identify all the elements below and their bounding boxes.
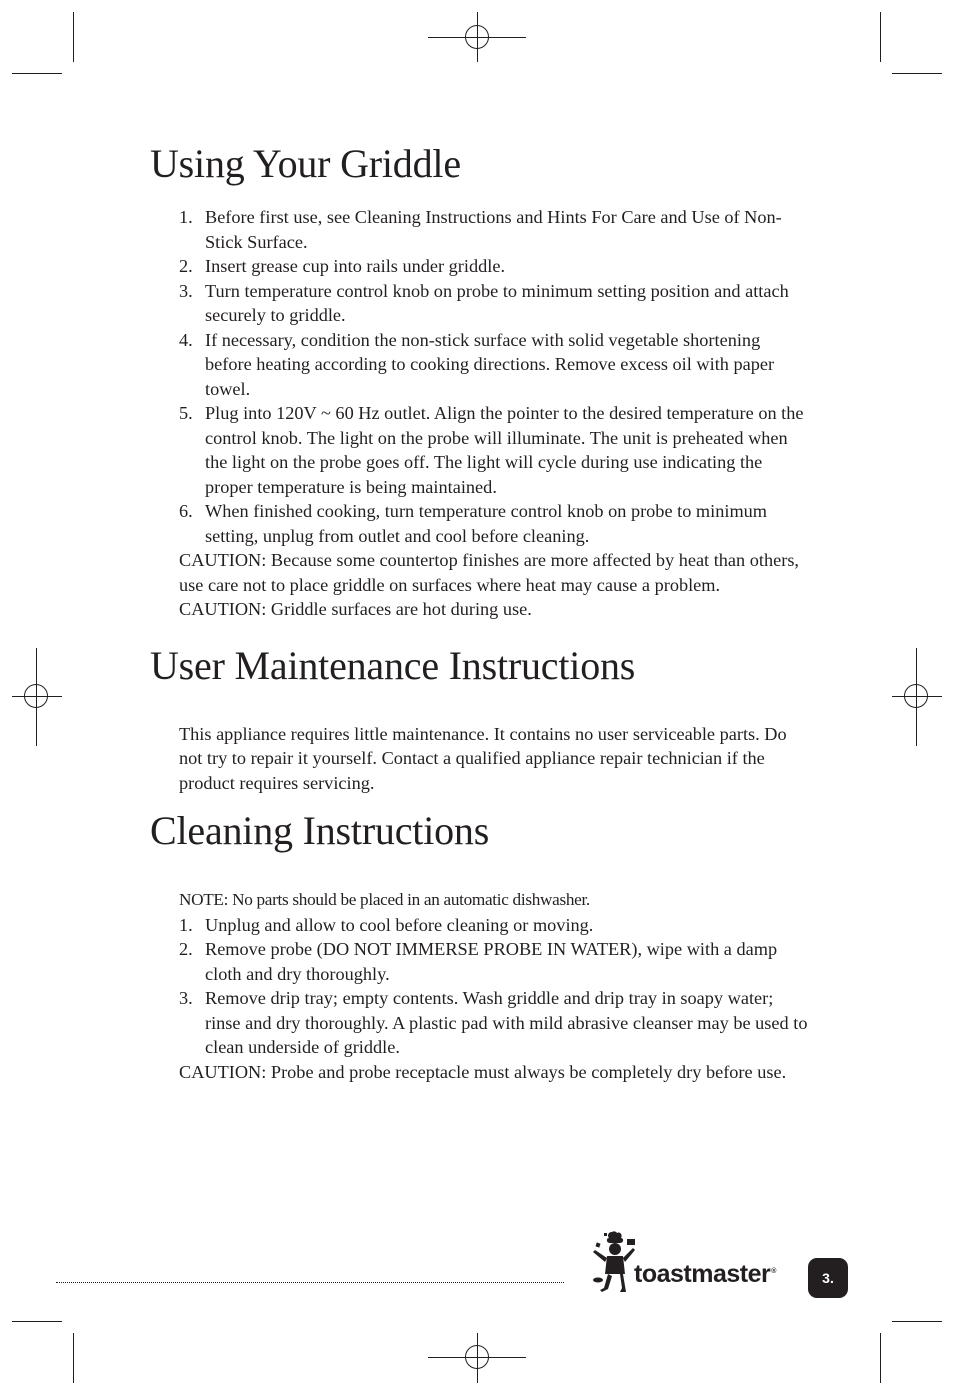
crop-mark [892, 1321, 942, 1322]
cleaning-body [179, 888, 810, 1084]
maintenance-paragraph: This appliance requires little maintenance. It contains no user serviceable parts. Do not try to repair it yourself. Contact a qualified appliance repair technician if the product requires servicing. [179, 723, 787, 793]
caution-hot-surface: CAUTION: Griddle surfaces are hot during use. [179, 599, 532, 619]
page-number-badge: 3. [808, 1258, 848, 1298]
list-item: 6. When finished cooking, turn temperature control knob on probe to minimum setting, unplug from outlet and cool before cleaning. [179, 501, 768, 546]
list-item: 1. Before first use, see Cleaning Instructions and Hints For Care and Use of Non-Stick Surface. [179, 207, 782, 252]
chef-mascot-icon [590, 1230, 636, 1296]
list-item: 5. Plug into 120V ~ 60 Hz outlet. Align the pointer to the desired temperature on the control knob. The light on the probe will illuminate. The unit is preheated when the light on the probe goes off. The light will cycle during use indicating the proper temperature is being maintained. [179, 403, 804, 497]
list-item: 3. Remove drip tray; empty contents. Wash griddle and drip tray in soapy water; rinse and dry thoroughly. A plastic pad with mild abrasive cleanser may be used to clean underside of griddle. [179, 988, 808, 1057]
toastmaster-logo [590, 1230, 800, 1296]
registration-circle [904, 684, 928, 708]
using-steps-list [179, 205, 810, 548]
maintenance-body [179, 722, 810, 796]
footer-dotted-rule [56, 1282, 564, 1283]
caution-countertop: CAUTION: Because some countertop finishes are more affected by heat than others, use care not to place griddle on surfaces where heat may cause a problem. [179, 550, 800, 595]
crop-mark [880, 1333, 881, 1383]
heading-cleaning-instructions: Cleaning Instructions [150, 808, 490, 853]
caution-probe-dry: CAUTION: Probe and probe receptacle must always be completely dry before use. [179, 1061, 787, 1082]
crop-mark [73, 1333, 74, 1383]
heading-using-your-griddle: Using Your Griddle [150, 141, 461, 186]
cleaning-steps-list [179, 913, 810, 1060]
brand-wordmark: toastmaster® [634, 1260, 776, 1288]
crop-mark [12, 1321, 62, 1322]
dishwasher-note: NOTE: No parts should be placed in an automatic dishwasher. [179, 890, 590, 909]
list-item: 2. Insert grease cup into rails under griddle. [179, 256, 506, 276]
crop-mark [880, 12, 881, 62]
list-item: 3. Turn temperature control knob on probe to minimum setting position and attach securely to griddle. [179, 280, 789, 325]
list-item: 4. If necessary, condition the non-stick surface with solid vegetable shortening before heating according to cooking directions. Remove excess oil with paper towel. [179, 329, 775, 399]
crop-mark [892, 73, 942, 74]
registration-circle [465, 1345, 489, 1369]
registration-circle [24, 684, 48, 708]
registration-circle [465, 25, 489, 49]
list-item: 2. Remove probe (DO NOT IMMERSE PROBE IN WATER), wipe with a damp cloth and dry thoroughly. [179, 939, 778, 984]
crop-mark [12, 73, 62, 74]
using-griddle-body [179, 205, 810, 622]
list-item: 1. Unplug and allow to cool before cleaning or moving. [179, 914, 594, 935]
registered-mark: ® [771, 1267, 776, 1275]
page-content [150, 140, 810, 1084]
heading-user-maintenance: User Maintenance Instructions [150, 642, 636, 688]
crop-mark [73, 12, 74, 62]
